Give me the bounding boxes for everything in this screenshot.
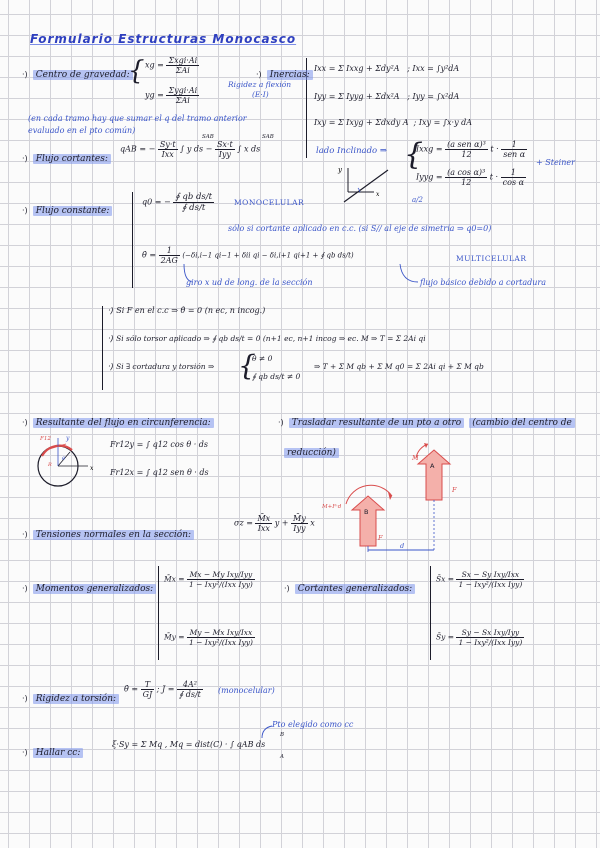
page-title: Formulario Estructuras Monocasco [30, 32, 297, 46]
rigidez-torsion-equation: θ̇ = $\frac{T}{GJ}$ ; J = $\frac{\text{4A²}}{∮ ds/t}$ [124, 680, 201, 699]
traslado-label-a: A [430, 462, 435, 470]
annotation-arrows [170, 262, 590, 288]
pto-elegido-note: Pto elegido como cc [272, 720, 354, 729]
lado-inclinado-label: lado Inclinado ⇒ [316, 146, 388, 156]
caso-1: ·) Si F en el c.c ⇒ θ̇ = 0 (n ec, n incog.) [108, 306, 266, 315]
resultante-label: Resultante del flujo en circunferencia: [33, 418, 214, 428]
svg-text:F: F [378, 534, 383, 542]
flujo-constante-block: ·) Flujo constante: [22, 198, 112, 217]
momentos-label: Momentos generalizados: [33, 584, 156, 594]
flujo-basico-nota: flujo básico debido a cortadura [420, 278, 547, 287]
traslado-figure [310, 440, 480, 558]
limits-sab-2: SAB [262, 134, 274, 140]
trasladar-label-3: reducción) [284, 448, 339, 458]
nota-tramo-l2: evaluado en el pto común) [28, 126, 136, 135]
giro-nota: giro x ud de long. de la sección [186, 278, 313, 287]
hallar-cc-limit-bottom: A [280, 754, 284, 760]
caso-3-a: θ̇ ≠ 0 [252, 354, 273, 363]
caso-3: ·) Si ∃ cortadura y torsión ⇒ [108, 362, 215, 371]
svg-text:F: F [452, 486, 457, 494]
inercias-block: ·) Inercias: [256, 62, 313, 81]
svg-text:M+F·d: M+F·d [322, 504, 342, 510]
q0-equation: q0 = − $\frac{\text{∮ qb ds/t}}{∮ ds/t}$ [142, 192, 213, 213]
qab-equation: qAB = − $\frac{Sy\cdot t}{\text{Ixx}}$ ∫ y ds − $\frac{Sx\cdot t}{\text{Iyy}}$ ∫ x ds [120, 140, 261, 159]
centro-gravedad-label: Centro de gravedad: [33, 70, 133, 80]
resultante-block: ·) Resultante del flujo en circunferencia: [22, 410, 214, 429]
ixx-equation: Ixx = Σ Ixxg + Σdy²A ; Ixx = ∫y²dA [314, 64, 460, 73]
svg-text:d: d [400, 542, 405, 550]
fy-equation: Fr12y = ∫ q12 cos θ · ds [110, 440, 209, 449]
sy-generalizado: S̄y = $\frac{\text{Sy − Sx Ixy/Iyy}}{\text{1 − Ixy²/(Ixx Iyy)}}$ [436, 628, 523, 647]
rigidez-torsion-label: Rigidez a torsión: [33, 694, 119, 704]
brace-caso-3: { [238, 349, 256, 382]
momentos-block: ·) Momentos generalizados: [22, 576, 156, 595]
yg-equation: yg = $\frac{\text{Σygi·Ai}}{\text{ΣAi}}$ [145, 86, 198, 105]
hallar-cc-block: ·) Hallar cc: [22, 740, 83, 759]
theta-equation: θ̇ = $\frac{1}{2AG}$ (−δi,i−1 qi−1 + δii qi − δi,i+1 qi+1 + ∮ qb ds/t) [142, 246, 354, 265]
sigma-z-equation: σz = $\frac{M̄x}{\text{Ixx}}$ y + $\frac{M̄y}{\text{Iyy}}$ x [234, 514, 315, 533]
inercias-label: Inercias: [267, 70, 313, 80]
circular-section-sketch [26, 430, 106, 496]
monocelular-note: (monocelular) [218, 686, 275, 695]
caso-3-b: ∮ qb ds/t ≠ 0 [252, 372, 301, 381]
ixxg-equation: Ixxg = $\frac{\text{(a sen α)³}}{12}$ t · $\frac{1}{\text{sen α}}$ [416, 140, 526, 159]
svg-text:x: x [90, 465, 94, 472]
trasladar-block: ·) Trasladar resultante de un pto a otro (cambio del centro de [278, 410, 575, 429]
svg-text:M: M [412, 454, 419, 462]
divider-cortantes [430, 566, 431, 660]
svg-text:y: y [338, 166, 342, 174]
fx-equation: Fr12x = ∫ q12 sen θ · ds [110, 468, 209, 477]
svg-text:R: R [48, 462, 52, 468]
trasladar-label-1: Trasladar resultante de un pto a otro [289, 418, 464, 428]
divider-flujo-constante [132, 192, 133, 288]
limits-sab-1: SAB [202, 134, 214, 140]
tensiones-label: Tensiones normales en la sección: [33, 530, 194, 540]
ixy-equation: Ixy = Σ Ixyg + Σdxdy A ; Ixy = ∫x·y dA [314, 118, 473, 127]
hallar-cc-label: Hallar cc: [33, 748, 84, 758]
flujo-constante-label: Flujo constante: [33, 206, 113, 216]
brace-inclinado: { [404, 137, 424, 172]
svg-text:x: x [376, 191, 380, 198]
xg-equation: xg = $\frac{\text{Σxgi·Ai}}{\text{ΣAi}}$ [145, 56, 198, 75]
sx-generalizado: S̄x = $\frac{\text{Sx − Sy Ixy/Ixx}}{\text{1 − Ixy²/(Ixx Iyy)}}$ [436, 570, 523, 589]
axis-a2-label: a/2 [412, 196, 423, 204]
divider-momentos [158, 566, 159, 660]
hallar-cc-equation: ξ·Sy = Σ Mq , Mq = dist(C) · ∫ qAB ds [112, 740, 266, 749]
nota-cortante-cc: sólo si cortante aplicado en c.c. (si S// al eje de simetría ⇒ q0=0) [228, 224, 492, 233]
cortantes-block: ·) Cortantes generalizados: [284, 576, 415, 595]
pto-elegido-arrow [256, 724, 276, 740]
rigidez-torsion-block: ·) Rigidez a torsión: [22, 686, 119, 705]
nota-tramo-l1: (en cada tramo hay que sumar el q del tramo anterior [28, 114, 247, 123]
brace-cg: { [128, 56, 145, 86]
divider-casos [102, 306, 103, 390]
caso-2: ·) Si sólo torsor aplicado ⇒ ∮ qb ds/t = 0 (n+1 ec, n+1 incog ⇒ ec. M ⇒ T = Σ 2Ai qi [108, 334, 426, 343]
flujo-cortantes-label: Flujo cortantes: [33, 154, 111, 164]
centro-gravedad-block: ·) Centro de gravedad: [22, 62, 133, 81]
hallar-cc-limit-top: B [280, 732, 285, 738]
svg-text:F12: F12 [40, 436, 51, 442]
steiner-note: + Steiner [536, 158, 575, 167]
caso-3-result: ⇒ T + Σ M qb + Σ M q0 = Σ 2Ai qi + Σ M qb [314, 362, 484, 371]
inclined-element-sketch [330, 158, 410, 206]
monocelular-tag: MONOCELULAR [234, 198, 305, 207]
svg-text:θ: θ [62, 456, 66, 462]
mx-generalizado: M̄x = $\frac{\text{Mx − My Ixy/Iyy}}{\text{1 − Ixy²/(Ixx Iyy)}}$ [164, 570, 253, 589]
rigidez-flexion-note: Rigidez a flexión [228, 80, 292, 89]
svg-text:B: B [364, 508, 369, 516]
multicelular-tag: MULTICELULAR [456, 254, 527, 263]
my-generalizado: M̄y = $\frac{\text{My − Mx Ixy/Ixx}}{\text{1 − Ixy²/(Ixx Iyy)}}$ [164, 628, 253, 647]
rigidez-flexion-ei: (E·I) [252, 90, 269, 99]
flujo-cortantes-block: ·) Flujo cortantes: [22, 146, 111, 165]
iyy-equation: Iyy = Σ Iyyg + Σdx²A ; Iyy = ∫x²dA [314, 92, 460, 101]
svg-text:y: y [66, 435, 70, 442]
tensiones-block: ·) Tensiones normales en la sección: [22, 522, 194, 541]
iyyg-equation: Iyyg = $\frac{\text{(a cos α)³}}{12}$ t · $\frac{1}{\text{cos α}}$ [416, 168, 524, 187]
cortantes-label: Cortantes generalizados: [295, 584, 415, 594]
trasladar-label-2: (cambio del centro de [469, 418, 575, 428]
